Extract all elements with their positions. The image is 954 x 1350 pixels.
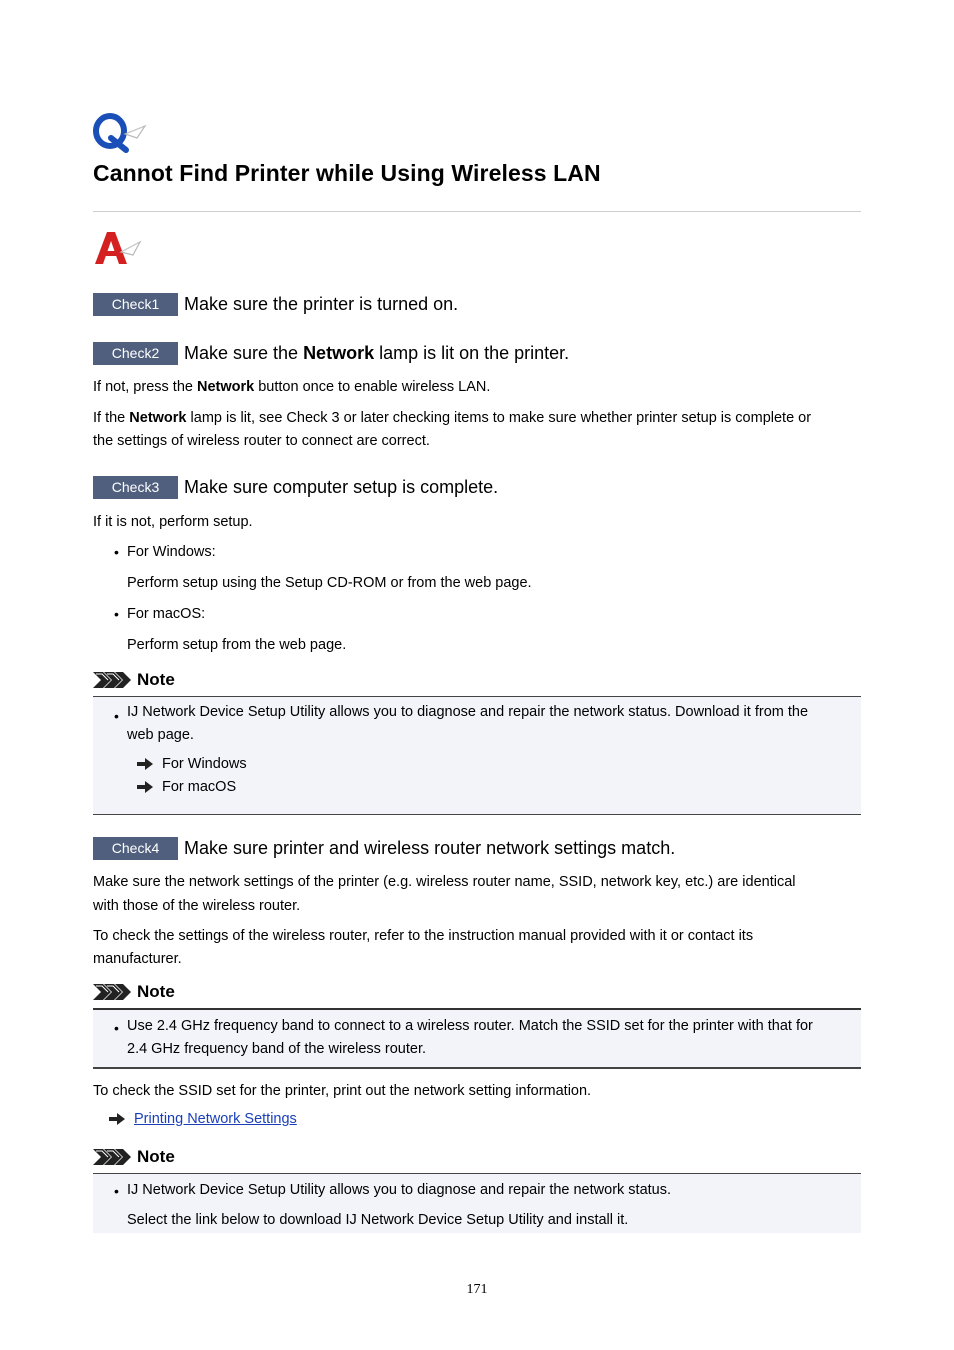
check1-text: Make sure the printer is turned on. [184, 294, 459, 314]
check2-text: Make sure the Network lamp is lit on the printer. [184, 343, 570, 363]
bullet: • [114, 1020, 119, 1036]
page-title: Cannot Find Printer while Using Wireless LAN [93, 160, 601, 186]
ssid-paragraph: To check the SSID set for the printer, print out the network setting information. [93, 1083, 592, 1099]
bullet: • [114, 708, 119, 724]
note-text-line2: web page. [127, 727, 194, 743]
check3-intro: If it is not, perform setup. [93, 514, 253, 530]
check4-badge: Check4 [93, 837, 178, 860]
check4-paragraph-2-cont: manufacturer. [93, 951, 182, 967]
note-box [93, 1008, 861, 1069]
note-text-line1: IJ Network Device Setup Utility allows you to diagnose and repair the network status. Download it from the [127, 704, 809, 720]
check3-badge: Check3 [93, 476, 178, 499]
printing-network-settings-text[interactable]: Printing Network Settings [134, 1111, 297, 1127]
printing-network-settings-link[interactable] [109, 1111, 297, 1127]
answer-logo-icon [93, 228, 143, 268]
windows-item-detail: Perform setup using the Setup CD-ROM or from the web page. [127, 575, 532, 591]
for-windows-link[interactable]: For Windows [137, 756, 247, 772]
check2-paragraph-2: If the Network lamp is lit, see Check 3 or later checking items to make sure whether printer setup is complete or [93, 410, 812, 426]
bullet: • [114, 606, 119, 622]
macos-item-detail: Perform setup from the web page. [127, 637, 347, 653]
note-text-line1: Use 2.4 GHz frequency band to connect to a wireless router. Match the SSID set for the printer with that for [127, 1018, 813, 1034]
note-heading: Note [93, 1147, 175, 1167]
check4-paragraph-1: Make sure the network settings of the printer (e.g. wireless router name, SSID, network key, etc.) are identical [93, 874, 796, 890]
note-text-line1: IJ Network Device Setup Utility allows you to diagnose and repair the network status. [127, 1182, 672, 1198]
check2-paragraph-2-cont: the settings of wireless router to connect are correct. [93, 433, 430, 449]
right-arrow-icon [109, 1113, 125, 1125]
note-heading: Note [93, 982, 175, 1002]
note-box [93, 696, 861, 815]
note-heading: Note [93, 670, 175, 690]
check4-paragraph-1-cont: with those of the wireless router. [93, 898, 301, 914]
macos-item-label: For macOS: [127, 606, 206, 622]
check3-text: Make sure computer setup is complete. [184, 477, 499, 497]
check4-text: Make sure printer and wireless router network settings match. [184, 838, 676, 858]
check4-paragraph-2: To check the settings of the wireless router, refer to the instruction manual provided with it or contact its [93, 928, 754, 944]
for-macos-link[interactable]: For macOS [137, 779, 236, 795]
note-arrows-icon [93, 672, 133, 688]
check2-badge: Check2 [93, 342, 178, 365]
bullet: • [114, 544, 119, 560]
check4-heading [93, 837, 675, 860]
check2-paragraph-1: If not, press the Network button once to enable wireless LAN. [93, 379, 491, 395]
note-box [93, 1173, 861, 1233]
windows-item-label: For Windows: [127, 544, 216, 560]
question-logo-icon [93, 112, 149, 154]
right-arrow-icon [137, 758, 153, 770]
bullet: • [114, 1183, 119, 1199]
note-text-line2: 2.4 GHz frequency band of the wireless router. [127, 1041, 427, 1057]
note-arrows-icon [93, 984, 133, 1000]
right-arrow-icon [137, 781, 153, 793]
check2-heading [93, 342, 569, 365]
check3-heading [93, 476, 498, 499]
note-arrows-icon [93, 1149, 133, 1165]
check1-heading [93, 293, 458, 316]
title-divider [93, 211, 861, 212]
page-number: 171 [466, 1282, 488, 1297]
note-text-line2: Select the link below to download IJ Network Device Setup Utility and install it. [127, 1212, 629, 1228]
check1-badge: Check1 [93, 293, 178, 316]
